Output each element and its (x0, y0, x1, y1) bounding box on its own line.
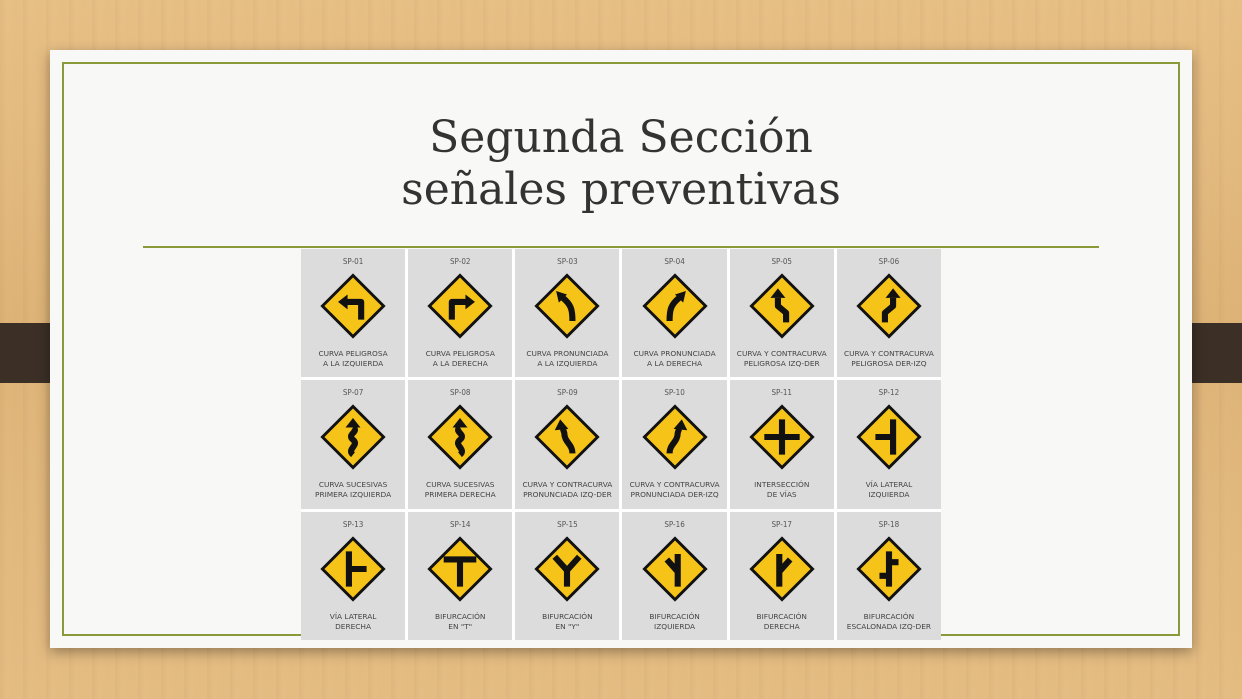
sign-label-line-2: ESCALONADA IZQ-DER (846, 621, 932, 631)
winding-right-icon (426, 403, 494, 471)
sign-label-line-1: VÍA LATERAL (865, 480, 913, 490)
sign-code: SP-06 (878, 257, 900, 266)
sign-label-line-1: CURVA Y CONTRACURVA (843, 349, 934, 358)
sign-card (301, 249, 405, 377)
title-line-2: señales preventivas (401, 164, 841, 215)
sign-label-line-2: A LA DERECHA (432, 359, 488, 368)
sign-label-line-2: PRIMERA IZQUIERDA (315, 490, 392, 500)
sign-label (303, 480, 403, 500)
sign-label-line-2: DE VÍAS (766, 490, 797, 500)
sign-label-line-2: DERECHA (335, 621, 372, 631)
turn-left-icon (319, 272, 387, 340)
fork-left-icon (641, 535, 709, 603)
sign-label-line-1: VÍA LATERAL (329, 611, 377, 621)
sign-card (622, 512, 726, 640)
turn-right-icon (426, 272, 494, 340)
reverse-turn-right-icon (855, 272, 923, 340)
sign-card (301, 380, 405, 508)
sign-label (624, 612, 724, 632)
sign-label-line-1: CURVA Y CONTRACURVA (629, 480, 720, 490)
side-road-right-icon (319, 535, 387, 603)
sign-card (301, 512, 405, 640)
signs-grid (301, 249, 941, 640)
sign-label (303, 612, 403, 632)
sign-code: SP-15 (557, 519, 578, 529)
sign-code: SP-16 (664, 519, 685, 529)
sign-label-line-2: A LA DERECHA (647, 359, 703, 368)
sign-label (517, 480, 617, 500)
title-divider (143, 246, 1099, 248)
sign-card (622, 380, 726, 508)
sign-card (730, 380, 834, 508)
sign-card (837, 512, 941, 640)
sign-card (730, 249, 834, 377)
sign-label (410, 612, 510, 632)
sign-card (408, 249, 512, 377)
sign-code: SP-08 (449, 388, 471, 398)
curve-right-icon (641, 272, 709, 340)
sign-label-line-2: IZQUIERDA (868, 490, 910, 500)
sign-code: SP-14 (449, 519, 471, 529)
sign-label-line-1: CURVA PELIGROSA (318, 349, 388, 358)
reverse-turn-left-icon (748, 272, 816, 340)
sign-label-line-2: PRONUNCIADA DER-IZQ (630, 490, 719, 500)
sign-label-line-2: PELIGROSA IZQ-DER (743, 359, 820, 368)
sign-code: SP-17 (771, 519, 792, 529)
t-junction-icon (426, 535, 494, 603)
sign-label-line-1: CURVA SUCESIVAS (318, 480, 388, 490)
sign-label-line-2: IZQUIERDA (654, 621, 696, 631)
sign-code: SP-10 (664, 388, 685, 398)
slide-title (50, 112, 1192, 216)
sign-label-line-2: A LA IZQUIERDA (537, 359, 598, 368)
sign-label-line-1: BIFURCACIÓN (542, 611, 593, 621)
sign-label-line-2: EN "Y" (555, 621, 580, 631)
sign-label-line-2: PELIGROSA DER-IZQ (851, 359, 927, 368)
crossroad-icon (748, 403, 816, 471)
sign-label-line-2: A LA IZQUIERDA (322, 359, 384, 368)
sign-code: SP-03 (557, 257, 578, 266)
sign-card (515, 249, 619, 377)
sign-card (408, 380, 512, 508)
sign-code: SP-18 (878, 519, 900, 529)
sign-label (410, 480, 510, 500)
sign-label-line-1: BIFURCACIÓN (649, 611, 700, 621)
sign-code: SP-11 (771, 388, 792, 398)
sign-label-line-2: PRIMERA DERECHA (424, 490, 496, 500)
staggered-junction-icon (855, 535, 923, 603)
sign-label-line-1: BIFURCACIÓN (435, 611, 486, 621)
sign-label-line-1: CURVA PELIGROSA (425, 349, 495, 358)
sign-card (515, 380, 619, 508)
sign-card (515, 512, 619, 640)
sign-label-line-2: EN "T" (448, 621, 473, 631)
sign-label (624, 349, 724, 369)
sign-label-line-1: CURVA PRONUNCIADA (526, 349, 609, 358)
side-road-left-icon (855, 403, 923, 471)
sign-card (837, 249, 941, 377)
sign-label-line-1: BIFURCACIÓN (863, 611, 915, 621)
sign-card (408, 512, 512, 640)
sign-code: SP-12 (878, 388, 900, 398)
reverse-curve-right-icon (641, 403, 709, 471)
title-line-1: Segunda Sección (429, 112, 813, 163)
sign-label (732, 349, 832, 369)
sign-label (303, 349, 403, 369)
sign-card (730, 512, 834, 640)
fork-right-icon (748, 535, 816, 603)
y-junction-icon (533, 535, 601, 603)
sign-label-line-1: BIFURCACIÓN (756, 611, 807, 621)
sign-label-line-1: CURVA PRONUNCIADA (633, 349, 716, 358)
sign-code: SP-02 (449, 257, 471, 266)
sign-label (732, 480, 832, 500)
curve-left-icon (533, 272, 601, 340)
sign-label (839, 480, 939, 500)
winding-left-icon (319, 403, 387, 471)
sign-code: SP-07 (342, 388, 364, 398)
reverse-curve-left-icon (533, 403, 601, 471)
sign-label (839, 349, 939, 369)
sign-label (517, 349, 617, 369)
sign-label (839, 612, 939, 632)
sign-card (622, 249, 726, 377)
sign-label-line-1: INTERSECCIÓN (754, 480, 810, 490)
sign-label (410, 349, 510, 369)
sign-label (624, 480, 724, 500)
sign-code: SP-13 (342, 519, 364, 529)
sign-label (732, 612, 832, 632)
sign-label-line-2: DERECHA (763, 621, 800, 631)
sign-card (837, 380, 941, 508)
sign-code: SP-04 (664, 257, 685, 266)
sign-label-line-2: PRONUNCIADA IZQ-DER (523, 490, 612, 500)
sign-label-line-1: CURVA Y CONTRACURVA (522, 480, 613, 490)
sign-code: SP-05 (771, 257, 792, 266)
sign-label-line-1: CURVA Y CONTRACURVA (736, 349, 827, 358)
sign-label (517, 612, 617, 632)
sign-code: SP-01 (342, 257, 364, 266)
sign-label-line-1: CURVA SUCESIVAS (426, 480, 495, 490)
sign-code: SP-09 (557, 388, 578, 398)
